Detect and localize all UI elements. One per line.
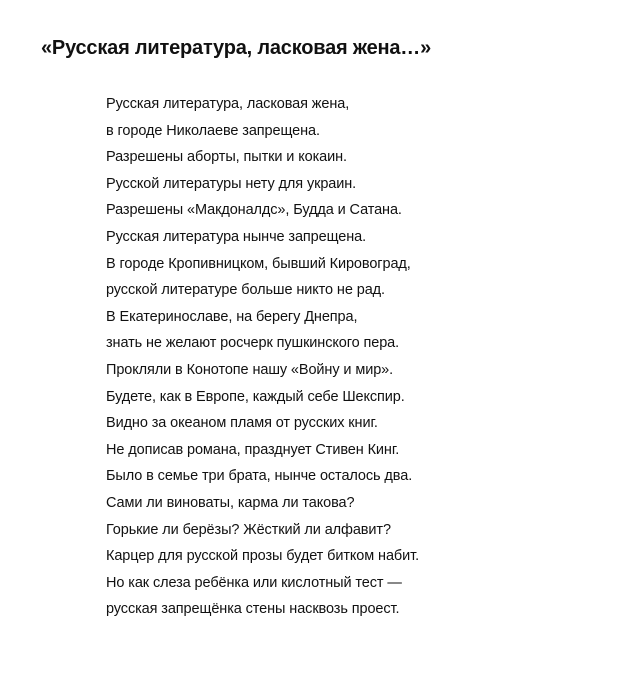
poem-line: Было в семье три брата, нынче осталось два.	[106, 468, 413, 485]
poem-line: В городе Кропивницком, бывший Кировоград,	[106, 255, 411, 272]
poem-line: русская запрещёнка стены насквозь проест.	[106, 601, 400, 618]
poem-body	[106, 91, 419, 623]
poem-line: В Екатеринославе, на берегу Днепра,	[106, 308, 358, 325]
poem-line: Русской литературы нету для украин.	[106, 175, 357, 192]
poem-line: Сами ли виноваты, карма ли такова?	[106, 494, 355, 511]
poem-line: Русская литература, ласковая жена,	[106, 96, 350, 112]
poem-line: Не дописав романа, празднует Стивен Кинг.	[106, 441, 400, 458]
poem-line: Русская литература нынче запрещена.	[106, 228, 367, 245]
poem-line: Разрешены «Макдоналдс», Будда и Сатана.	[106, 202, 402, 219]
poem-line: Прокляли в Конотопе нашу «Войну и мир».	[106, 361, 394, 378]
poem-line: Видно за океаном пламя от русских книг.	[106, 415, 378, 432]
poem-line: Карцер для русской прозы будет битком набит.	[106, 548, 420, 565]
poem-line: Разрешены аборты, пытки и кокаин.	[106, 149, 347, 166]
poem-line: Горькие ли берёзы? Жёсткий ли алфавит?	[106, 521, 391, 538]
poem-line: Но как слеза ребёнка или кислотный тест —	[106, 574, 402, 591]
poem-line: знать не желают росчерк пушкинского пера.	[106, 335, 400, 352]
poem-line: русской литературе больше никто не рад.	[106, 282, 385, 299]
poem-line: Будете, как в Европе, каждый себе Шекспир.	[106, 388, 405, 405]
poem-line: в городе Николаеве запрещена.	[106, 122, 320, 139]
poem-title: «Русская литература, ласковая жена…»	[41, 37, 432, 59]
